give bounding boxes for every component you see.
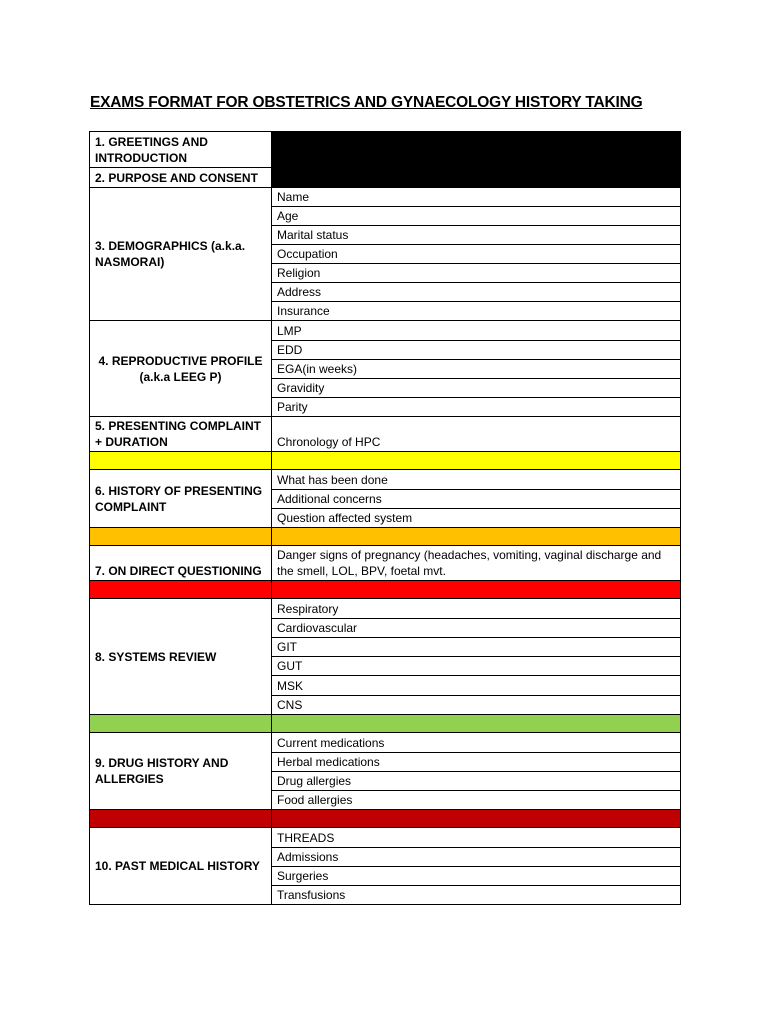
drug-item: Food allergies <box>272 791 681 810</box>
demographics-item: Name <box>272 188 681 207</box>
green-divider-row <box>90 715 681 733</box>
demographics-item: Religion <box>272 264 681 283</box>
systems-item: MSK <box>272 676 681 696</box>
dark-red-band-cell <box>90 810 272 828</box>
demographics-item: Address <box>272 283 681 302</box>
hpc-item: Additional concerns <box>272 490 681 509</box>
table-row <box>90 733 681 753</box>
drug-item: Current medications <box>272 733 681 753</box>
red-band-cell <box>90 581 272 599</box>
red-divider-row <box>90 581 681 599</box>
hpc-item: What has been done <box>272 470 681 490</box>
table-row <box>90 546 681 581</box>
red-band-cell <box>272 581 681 599</box>
yellow-divider-row <box>90 452 681 470</box>
presenting-item: Chronology of HPC <box>272 417 681 452</box>
yellow-band-cell <box>272 452 681 470</box>
systems-item: GIT <box>272 638 681 657</box>
table-row <box>90 321 681 341</box>
systems-item: CNS <box>272 696 681 715</box>
yellow-band-cell <box>90 452 272 470</box>
table-row <box>90 470 681 490</box>
pmh-item: THREADS <box>272 828 681 848</box>
orange-band-cell <box>90 528 272 546</box>
dark-red-divider-row <box>90 810 681 828</box>
section-demographics-label: 3. DEMOGRAPHICS (a.k.a. NASMORAI) <box>90 188 272 321</box>
history-taking-table <box>89 131 681 905</box>
black-filled-cell <box>272 132 681 188</box>
demographics-item: Insurance <box>272 302 681 321</box>
drug-item: Drug allergies <box>272 772 681 791</box>
section-greetings-label: 1. GREETINGS AND INTRODUCTION <box>90 132 272 168</box>
pmh-item: Transfusions <box>272 886 681 905</box>
orange-divider-row <box>90 528 681 546</box>
drug-item: Herbal medications <box>272 753 681 772</box>
section-hpc-label: 6. HISTORY OF PRESENTING COMPLAINT <box>90 470 272 528</box>
pmh-item: Surgeries <box>272 867 681 886</box>
section-purpose-label: 2. PURPOSE AND CONSENT <box>90 168 272 188</box>
direct-item: Danger signs of pregnancy (headaches, vomiting, vaginal discharge and the smell, LOL, BPV, foetal mvt. <box>272 546 681 581</box>
green-band-cell <box>90 715 272 733</box>
page-title: EXAMS FORMAT FOR OBSTETRICS AND GYNAECOLOGY HISTORY TAKING <box>90 94 643 111</box>
section-direct-label: 7. ON DIRECT QUESTIONING <box>90 546 272 581</box>
reproductive-item: EDD <box>272 341 681 360</box>
section-drug-label: 9. DRUG HISTORY AND ALLERGIES <box>90 733 272 810</box>
dark-red-band-cell <box>272 810 681 828</box>
section-reproductive-label: 4. REPRODUCTIVE PROFILE (a.k.a LEEG P) <box>90 321 272 417</box>
table-row <box>90 132 681 168</box>
demographics-item: Marital status <box>272 226 681 245</box>
reproductive-item: Gravidity <box>272 379 681 398</box>
orange-band-cell <box>272 528 681 546</box>
green-band-cell <box>272 715 681 733</box>
table-row <box>90 417 681 452</box>
systems-item: Respiratory <box>272 599 681 619</box>
table-row <box>90 828 681 848</box>
reproductive-item: LMP <box>272 321 681 341</box>
systems-item: Cardiovascular <box>272 619 681 638</box>
section-pmh-label: 10. PAST MEDICAL HISTORY <box>90 828 272 905</box>
table-row <box>90 188 681 207</box>
reproductive-item: Parity <box>272 398 681 417</box>
section-systems-label: 8. SYSTEMS REVIEW <box>90 599 272 715</box>
pmh-item: Admissions <box>272 848 681 867</box>
section-presenting-label: 5. PRESENTING COMPLAINT + DURATION <box>90 417 272 452</box>
systems-item: GUT <box>272 657 681 676</box>
demographics-item: Occupation <box>272 245 681 264</box>
table-row <box>90 599 681 619</box>
reproductive-item: EGA(in weeks) <box>272 360 681 379</box>
hpc-item: Question affected system <box>272 509 681 528</box>
demographics-item: Age <box>272 207 681 226</box>
